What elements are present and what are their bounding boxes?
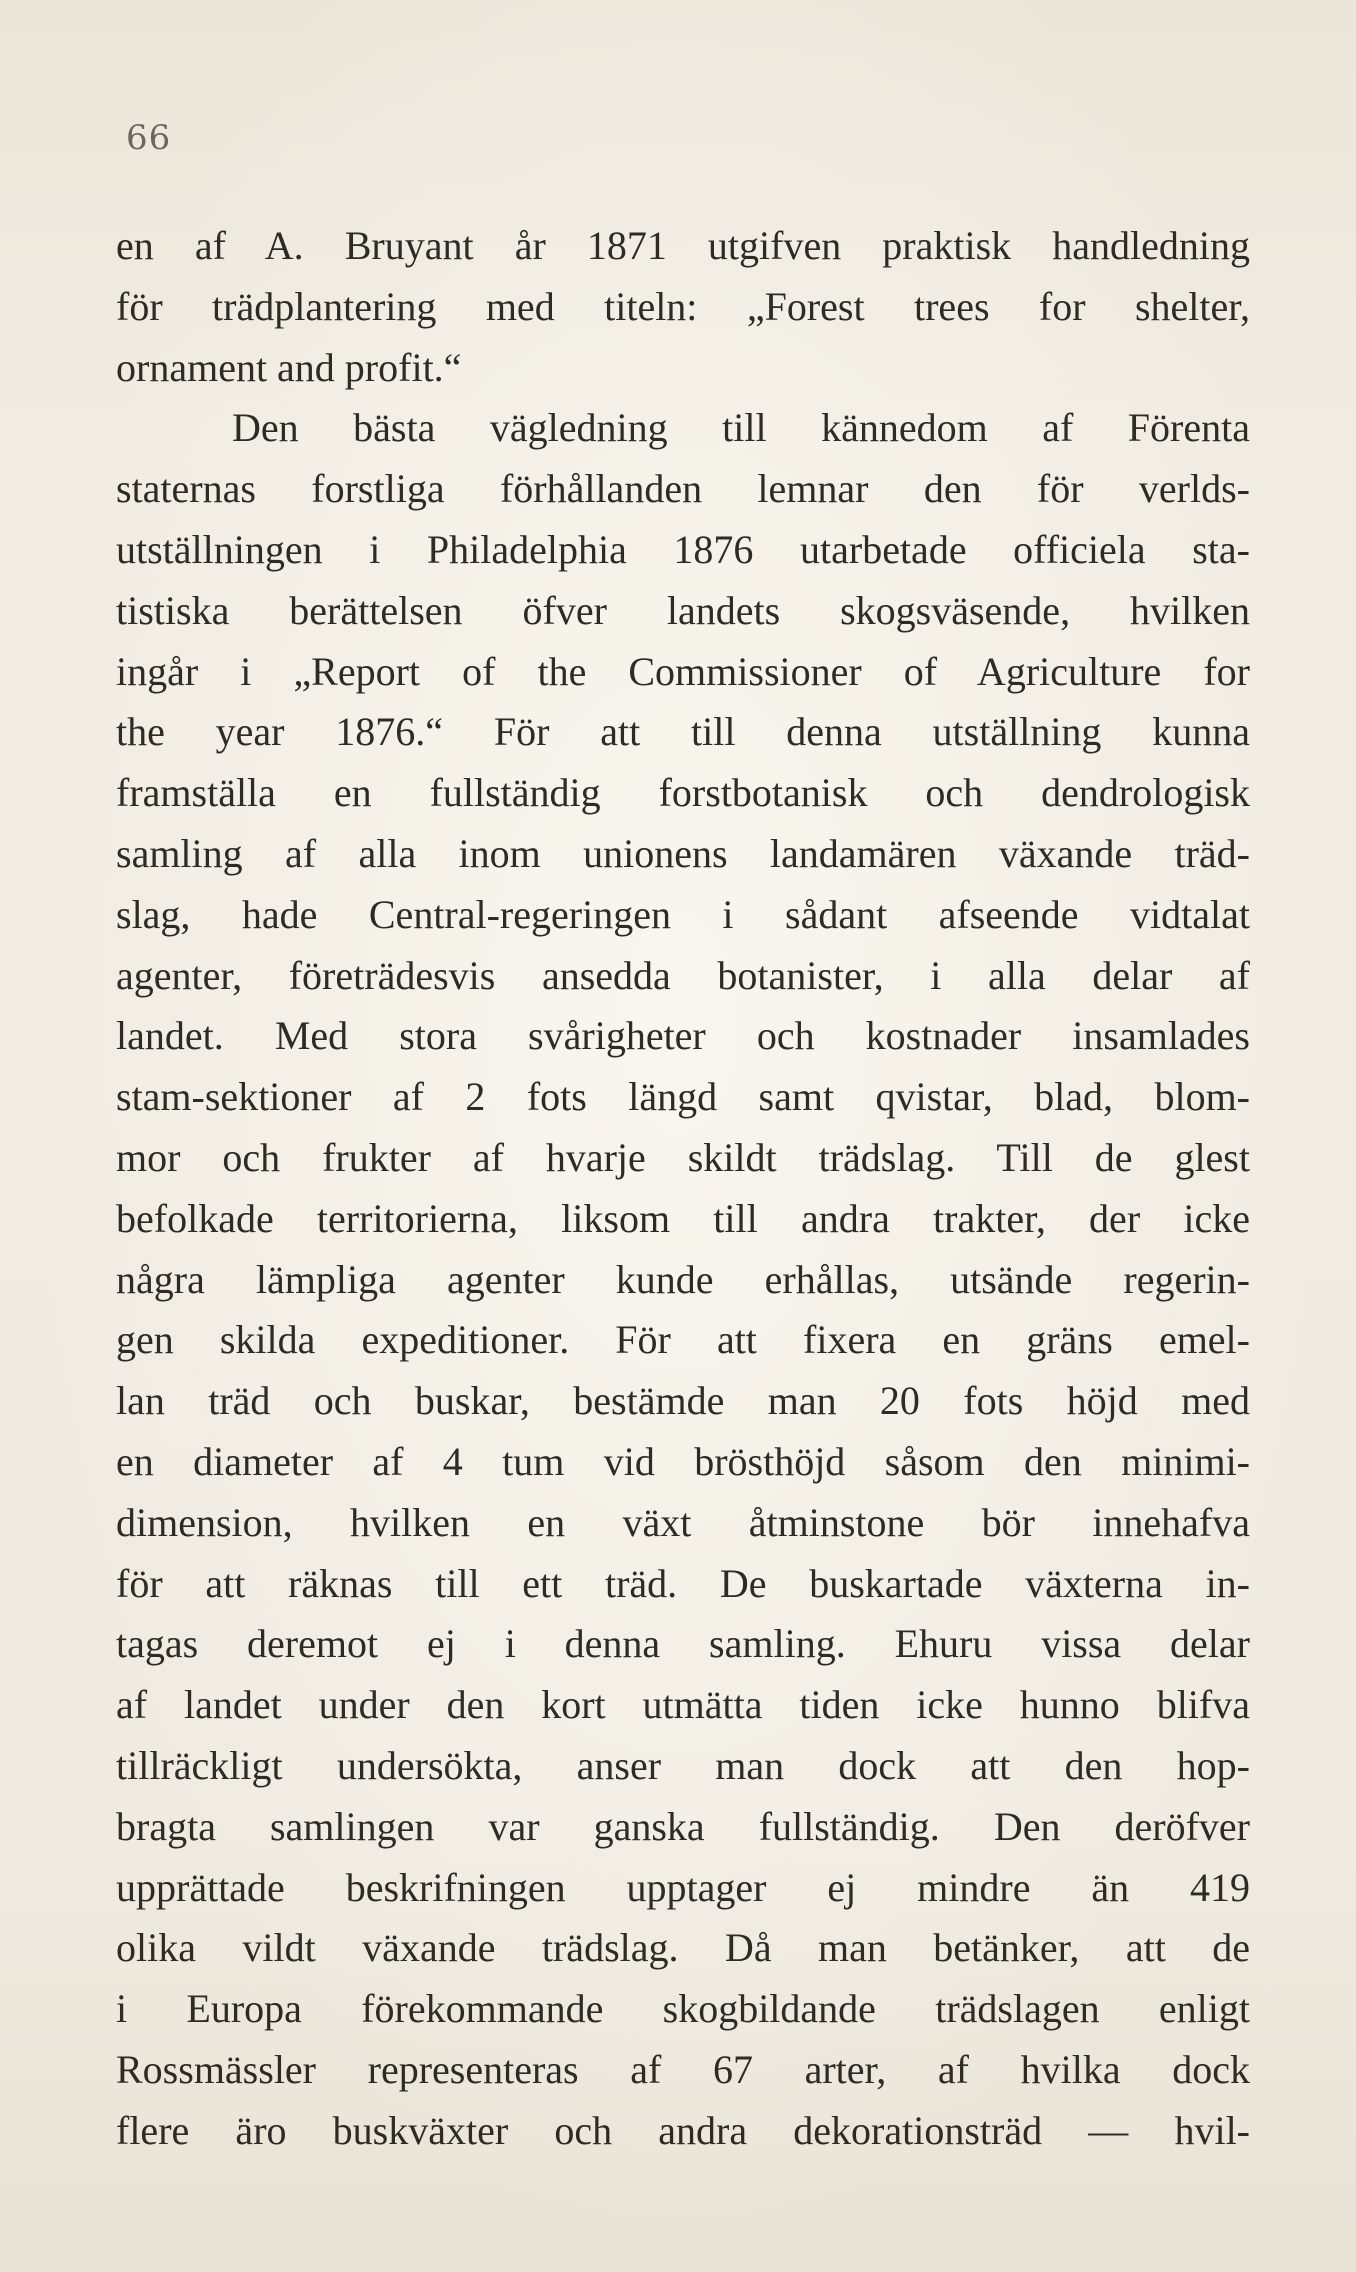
text-line: af landet under den kort utmätta tiden icke hunno blifva <box>116 1682 1250 1728</box>
text-line: agenter, företrädesvis ansedda botanister, i alla delar af <box>116 952 1250 998</box>
text-line: gen skilda expeditioner. För att fixera en gräns emel- <box>116 1317 1250 1363</box>
text-line: för trädplantering med titeln: „Forest trees for shelter, <box>116 283 1250 329</box>
text-line: lan träd och buskar, bestämde man 20 fots höjd med <box>116 1378 1250 1424</box>
text-line: tistiska berättelsen öfver landets skogsväsende, hvilken <box>116 587 1250 633</box>
text-line: flere äro buskväxter och andra dekorationsträd — hvil- <box>116 2107 1250 2153</box>
body-text <box>116 216 1250 2162</box>
text-line: stam-sektioner af 2 fots längd samt qvistar, blad, blom- <box>116 1074 1250 1120</box>
text-line: en diameter af 4 tum vid brösthöjd såsom den minimi- <box>116 1438 1250 1484</box>
text-line: staternas forstliga förhållanden lemnar den för verlds- <box>116 466 1250 512</box>
text-line: slag, hade Central-regeringen i sådant afseende vidtalat <box>116 891 1250 937</box>
text-line: olika vildt växande trädslag. Då man betänker, att de <box>116 1925 1250 1971</box>
text-line: upprättade beskrifningen upptager ej mindre än 419 <box>116 1864 1250 1910</box>
text-line: tagas deremot ej i denna samling. Ehuru vissa delar <box>116 1621 1250 1667</box>
text-line: landet. Med stora svårigheter och kostnader insamlades <box>116 1013 1250 1059</box>
text-line: en af A. Bruyant år 1871 utgifven praktisk handledning <box>116 223 1250 268</box>
text-line: utställningen i Philadelphia 1876 utarbetade officiela sta- <box>116 526 1250 572</box>
text-line: för att räknas till ett träd. De buskartade växterna in- <box>116 1560 1250 1606</box>
text-line: ingår i „Report of the Commissioner of Agriculture for <box>116 648 1250 694</box>
text-line: framställa en fullständig forstbotanisk och dendrologisk <box>116 770 1250 816</box>
text-line: mor och frukter af hvarje skildt trädslag. Till de glest <box>116 1134 1250 1180</box>
page-number: 66 <box>126 118 172 158</box>
text-line: i Europa förekommande skogbildande trädslagen enligt <box>116 1986 1250 2032</box>
text-line: ornament and profit.“ <box>116 344 462 390</box>
text-line: Rossmässler representeras af 67 arter, af hvilka dock <box>116 2046 1250 2092</box>
text-line: bragta samlingen var ganska fullständig. Den deröfver <box>116 1803 1250 1849</box>
text-line: samling af alla inom unionens landamären växande träd- <box>116 830 1250 876</box>
text-line: the year 1876.“ För att till denna utställning kunna <box>116 709 1250 755</box>
text-line: befolkade territorierna, liksom till andra trakter, der icke <box>116 1195 1250 1241</box>
text-line: Den bästa vägledning till kännedom af Förenta <box>232 405 1250 451</box>
text-line: tillräckligt undersökta, anser man dock att den hop- <box>116 1742 1250 1788</box>
text-line: några lämpliga agenter kunde erhållas, utsände regerin- <box>116 1256 1250 1302</box>
text-line: dimension, hvilken en växt åtminstone bör innehafva <box>116 1499 1250 1545</box>
